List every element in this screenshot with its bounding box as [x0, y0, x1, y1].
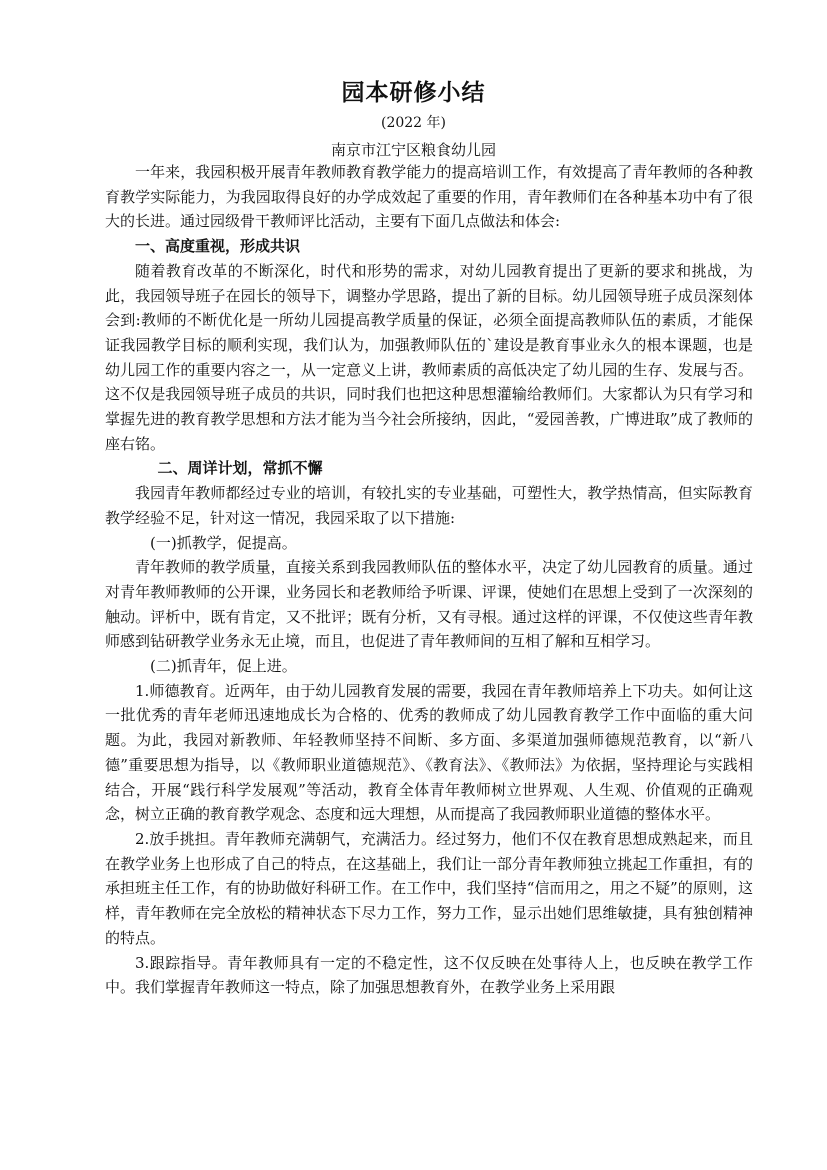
- intro-paragraph: 一年来，我园积极开展青年教师教育教学能力的提高培训工作，有效提高了青年教师的各种教育教学实际能力，为我园取得良好的办学成效起了重要的作用，青年教师们在各种基本功中有了很大的长进。通过园级骨干教师评比活动，主要有下面几点做法和体会:: [105, 163, 753, 231]
- document-title: 园本研修小结: [341, 80, 486, 106]
- section-heading-2: 二、周详计划，常抓不懈: [157, 459, 323, 478]
- section-1-paragraph: 随着教育改革的不断深化，时代和形势的需求，对幼儿园教育提出了更新的要求和挑战，为此，我园领导班子在园长的领导下，调整办学思路，提出了新的目标。幼儿园领导班子成员深刻体会到:教师的不断优化是一所幼儿园提高教学质量的保证，必须全面提高教师队伍的素质，才能保证我园教学目标的顺利实现，我们认为，加强教师队伍的`建设是教育事业永久的根本课题，也是幼儿园工作的重要内容之一，从一定意义上讲，教师素质的高低决定了幼儿园的生存、发展与否。这不仅是我园领导班子成员的共识，同时我们也把这种思想灌输给教师们。大家都认为只有学习和掌握先进的教育教学思想和方法才能为当今社会所接纳，因此，“爱园善教，广博进取”成了教师的座右铭。: [105, 261, 753, 453]
- document-organization: 南京市江宁区粮食幼儿园: [330, 141, 496, 159]
- subsection-heading-1: (一)抓教学，促提高。: [150, 533, 297, 552]
- document-year: (2022 年): [380, 115, 446, 131]
- subsection-heading-2: (二)抓青年，促上进。: [150, 657, 297, 676]
- subsection-1-paragraph: 青年教师的教学质量，直接关系到我园教师队伍的整体水平，决定了幼儿园教育的质量。通过对青年教师教师的公开课，业务园长和老教师给予听课、评课，使她们在思想上受到了一次深刻的触动。评析中，既有肯定，又不批评；既有分析，又有寻根。通过这样的评课，不仅使这些青年教师感到钻研教学业务永无止境，而且，也促进了青年教师间的互相了解和互相学习。: [105, 558, 753, 651]
- item-3-paragraph: 3.跟踪指导。青年教师具有一定的不稳定性，这不仅反映在处事待人上，也反映在教学工作中。我们掌握青年教师这一特点，除了加强思想教育外，在教学业务上采用跟: [105, 953, 753, 997]
- document-body: [105, 160, 753, 1000]
- item-1-paragraph: 1.师德教育。近两年，由于幼儿园教育发展的需要，我园在青年教师培养上下功夫。如何让这一批优秀的青年老师迅速地成长为合格的、优秀的教师成了幼儿园教育教学工作中面临的重大问题。为此，我园对新教师、年轻教师坚持不间断、多方面、多渠道加强师德规范教育，以“新八德”重要思想为指导，以《教师职业道德规范》、《教育法》、《教师法》为依据，坚持理论与实践相结合，开展“践行科学发展观”等活动，教育全体青年教师树立世界观、人生观、价值观的正确观念，树立正确的教育教学观念、态度和远大理想，从而提高了我园教师职业道德的整体水平。: [105, 681, 753, 824]
- section-2-paragraph: 我园青年教师都经过专业的培训，有较扎实的专业基础，可塑性大，教学热情高，但实际教育教学经验不足，针对这一情况，我园采取了以下措施:: [105, 484, 753, 527]
- section-heading-1: 一、高度重视，形成共识: [135, 237, 301, 256]
- item-2-paragraph: 2.放手挑担。青年教师充满朝气，充满活力。经过努力，他们不仅在教育思想成熟起来，而且在教学业务上也形成了自己的特点，在这基础上，我们让一部分青年教师独立挑起工作重担，有的承担班主任工作，有的协助做好科研工作。在工作中，我们坚持“信而用之，用之不疑”的原则，这样，青年教师在完全放松的精神状态下尽力工作，努力工作，显示出她们思维敏捷，具有独创精神的特点。: [105, 829, 753, 947]
